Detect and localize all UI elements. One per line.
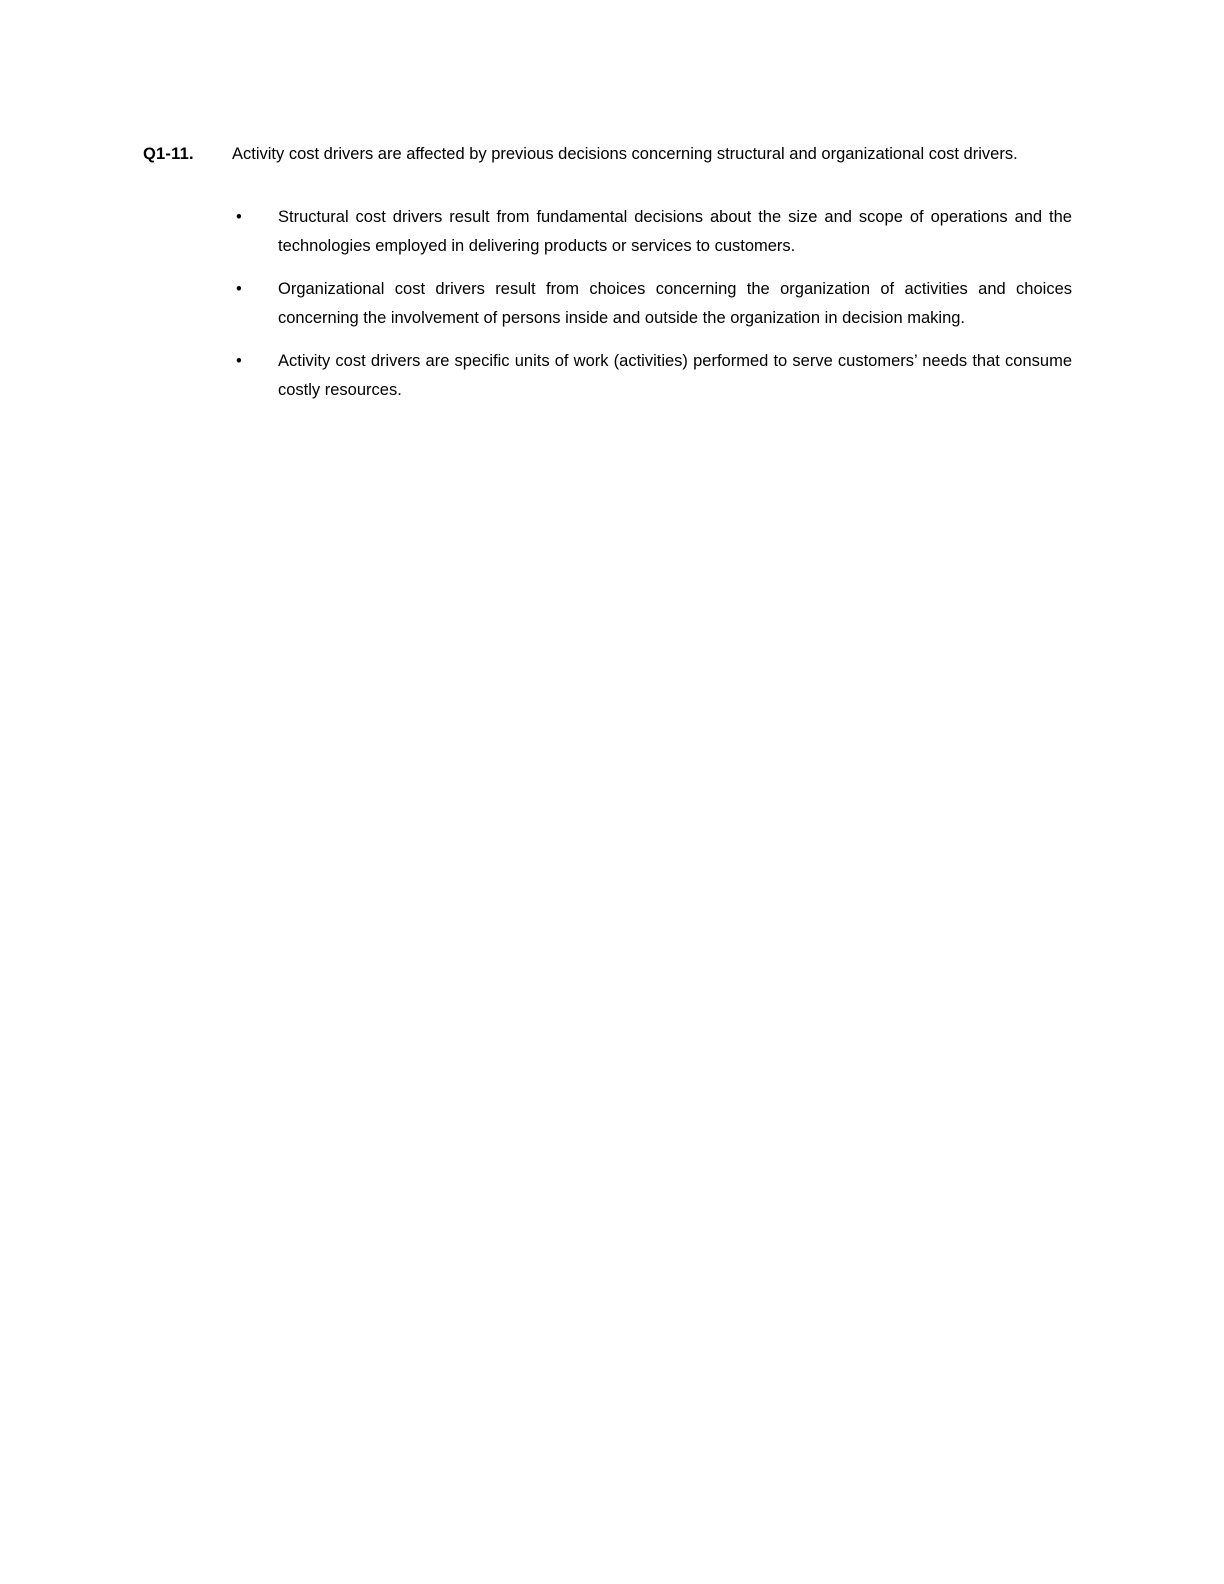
- list-item-text: Organizational cost drivers result from choices concerning the organization of activities and choices concerning the involvement of persons inside and outside the organization in decision making.: [278, 280, 1072, 327]
- question-content: [232, 140, 1072, 405]
- list-item: [232, 203, 1072, 261]
- question-label: Q1-11.: [143, 145, 194, 163]
- question-intro-paragraph: Activity cost drivers are affected by previous decisions concerning structural and organizational cost drivers.: [232, 145, 1018, 163]
- bullet-icon: •: [236, 352, 242, 370]
- list-item-text: Activity cost drivers are specific units of work (activities) performed to serve customers’ needs that consume costly resources.: [278, 352, 1072, 399]
- list-item: [232, 347, 1072, 405]
- question-block: [143, 140, 1072, 405]
- bullet-icon: •: [236, 208, 242, 226]
- list-item-text: Structural cost drivers result from fundamental decisions about the size and scope of operations and the technologies employed in delivering products or services to customers.: [278, 208, 1072, 255]
- bullet-list: [232, 203, 1072, 405]
- bullet-icon: •: [236, 280, 242, 298]
- list-item: [232, 275, 1072, 333]
